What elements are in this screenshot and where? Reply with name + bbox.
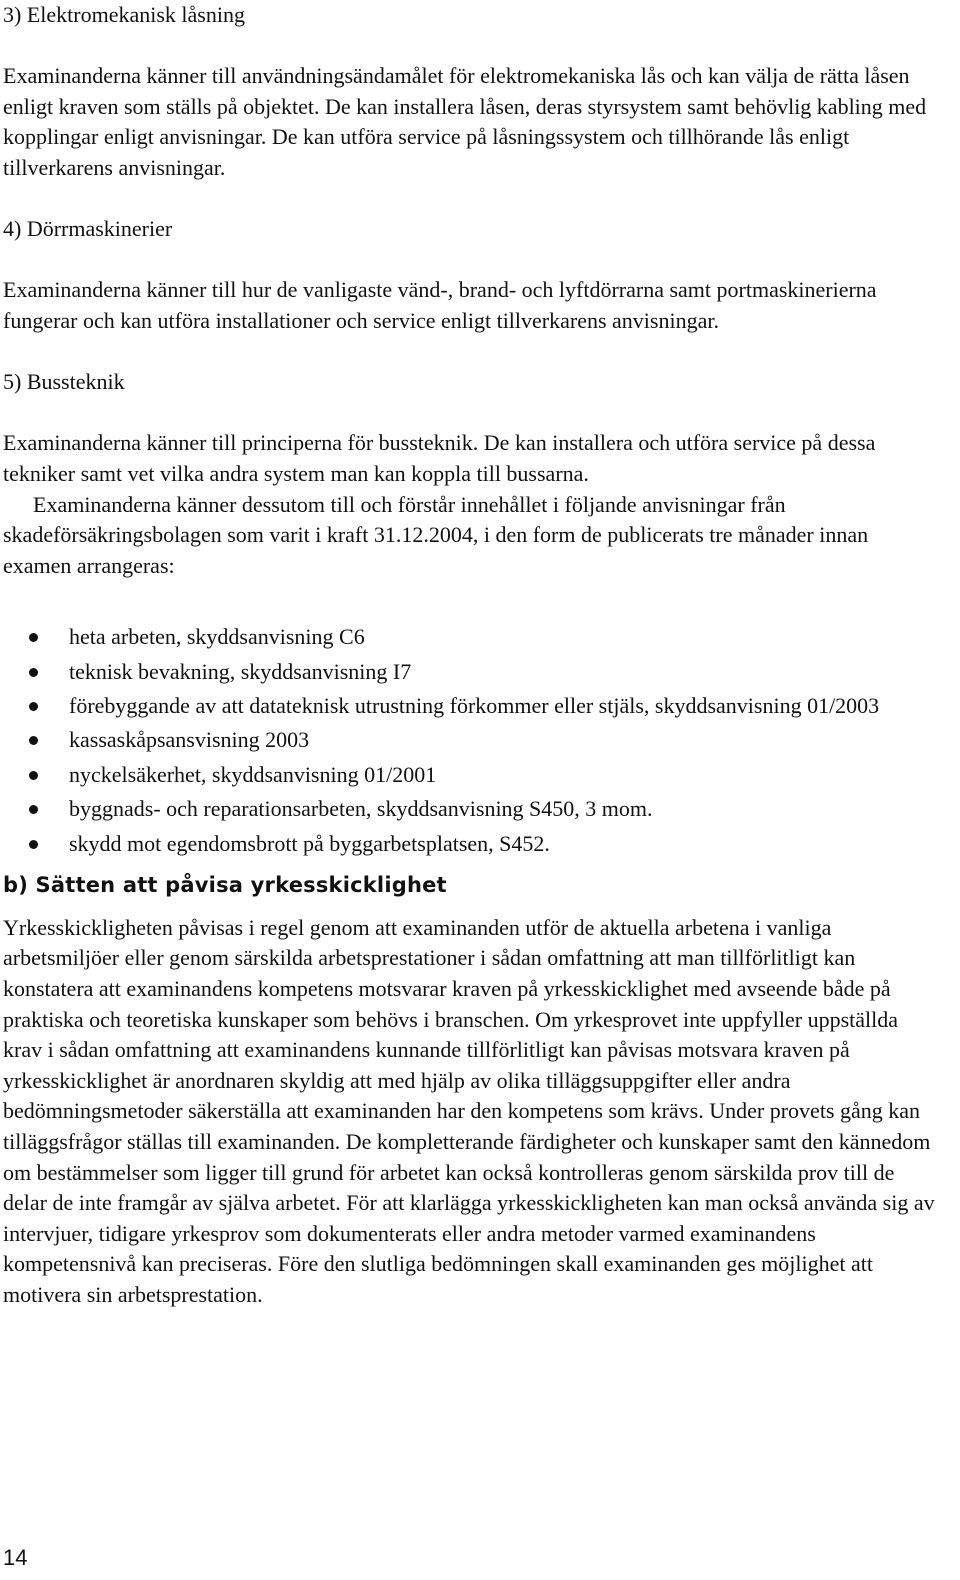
section-3-heading: 3) Elektromekanisk låsning bbox=[3, 2, 245, 27]
document-page bbox=[3, 0, 939, 1311]
list-item-text: heta arbeten, skyddsanvisning C6 bbox=[69, 624, 365, 650]
list-item bbox=[3, 760, 939, 791]
list-item-text: nyckelsäkerhet, skyddsanvisning 01/2001 bbox=[69, 761, 437, 787]
bullet-icon bbox=[29, 702, 38, 711]
section-4-heading: 4) Dörrmaskinerier bbox=[3, 216, 173, 242]
bullet-icon bbox=[29, 736, 38, 745]
spacer bbox=[3, 337, 939, 368]
section-3-body: Examinanderna känner till användningsändamålet för elektromekaniska lås och kan välja de rätta låsen enligt kraven som ställs på objektet. De kan installera låsen, deras styrsystem samt behövlig kabling med kopplingar enligt anvisningar. De kan utföra service på låsningssystem och tillhörande lås enligt tillverkarens anvisningar. bbox=[3, 63, 927, 180]
spacer bbox=[3, 31, 939, 62]
list-item bbox=[3, 794, 939, 825]
spacer bbox=[3, 581, 939, 622]
bullet-icon bbox=[29, 805, 38, 814]
list-item bbox=[3, 829, 939, 860]
list-item-text: teknisk bevakning, skyddsanvisning I7 bbox=[69, 658, 412, 684]
list-item bbox=[3, 725, 939, 756]
spacer bbox=[3, 398, 939, 429]
bullet-icon bbox=[29, 840, 38, 849]
instruction-list bbox=[3, 622, 939, 859]
section-5-body: Examinanderna känner till principerna för bussteknik. De kan installera och utföra service på dessa tekniker samt vet vilka andra system man kan koppla till bussarna. bbox=[3, 430, 876, 486]
section-b-heading: b) Sätten att påvisa yrkesskicklighet bbox=[3, 873, 447, 898]
list-item-text: byggnads- och reparationsarbeten, skyddsanvisning S450, 3 mom. bbox=[69, 796, 653, 822]
list-item bbox=[3, 622, 939, 653]
page-number: 14 bbox=[3, 1545, 28, 1570]
bullet-icon bbox=[29, 668, 38, 677]
spacer bbox=[3, 245, 939, 276]
list-item bbox=[3, 657, 939, 688]
list-item bbox=[3, 691, 939, 722]
list-item-text: kassaskåpsansvisning 2003 bbox=[69, 727, 310, 753]
list-item-text: förebyggande av att datateknisk utrustning förkommer eller stjäls, skyddsanvisning 01/2003 bbox=[69, 693, 880, 719]
section-b-body: Yrkesskickligheten påvisas i regel genom att examinanden utför de aktuella arbetena i vanliga arbetsmiljöer eller genom särskilda arbetsprestationer i sådan omfattning att man tillförlitligt kan konstatera att examinandens kompetens motsvarar kraven på yrkesskicklighet med avseende både på praktiska och teoretiska kunskaper som behövs i branschen. Om yrkesprovet inte uppfyller uppställda krav i sådan omfattning att examinandens kunnande tillförlitligt kan påvisas motsvara kraven på yrkesskicklighet är anordnaren skyldig att med hjälp av olika tilläggsuppgifter eller andra bedömningsmetoder säkerställa att examinanden har den kompetens som krävs. Under provets gång kan tilläggsfrågor ställas till examinanden. De kompletterande färdigheter och kunskaper samt den kännedom om bestämmelser som ligger till grund för arbetet kan också kontrolleras genom särskilda prov till de delar de inte framgår av själva arbetet. För att klarlägga yrkesskickligheten kan man också använda sig av intervjuer, tidigare yrkesprov som dokumenterats eller andra metoder varmed examinandens kompetensnivå kan preciseras. Före den slutliga bedömningen skall examinanden ges möjlighet att motivera sin arbetsprestation. bbox=[3, 914, 935, 1307]
bullet-icon bbox=[29, 633, 38, 642]
section-4-body: Examinanderna känner till hur de vanligaste vänd-, brand- och lyftdörrarna samt portmaskinerierna fungerar och kan utföra installationer och service enligt tillverkarens anvisningar. bbox=[3, 277, 877, 333]
section-5-body-continued: Examinanderna känner dessutom till och förstår innehållet i följande anvisningar från skadeförsäkringsbolagen som varit i kraft 31.12.2004, i den form de publicerats tre månader innan examen arrangeras: bbox=[3, 491, 869, 578]
bullet-icon bbox=[29, 771, 38, 780]
spacer bbox=[3, 184, 939, 215]
list-item-text: skydd mot egendomsbrott på byggarbetsplatsen, S452. bbox=[69, 830, 550, 856]
section-5-heading: 5) Bussteknik bbox=[3, 369, 125, 395]
